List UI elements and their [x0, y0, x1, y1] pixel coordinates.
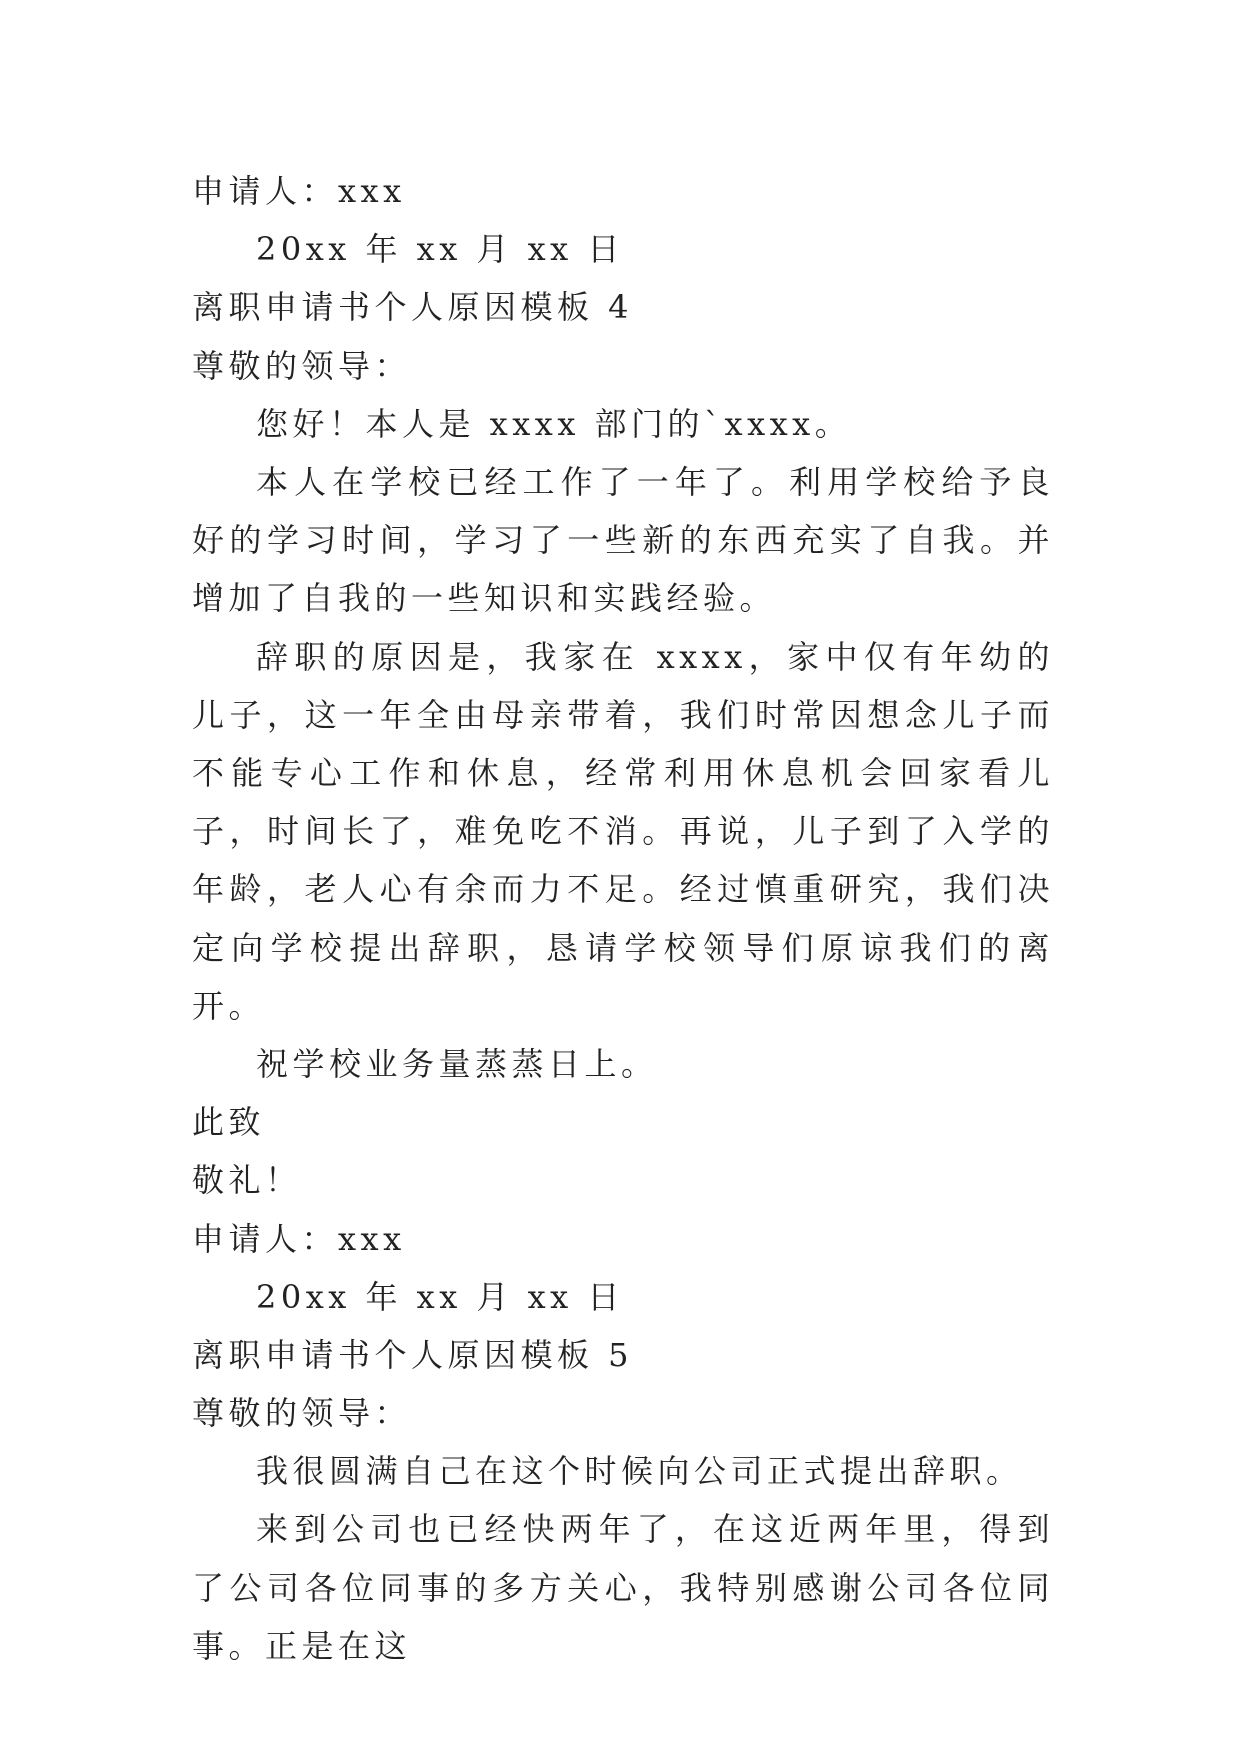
- wish-line: 祝学校业务量蒸蒸日上。: [256, 1044, 658, 1083]
- closing-line: 此致: [192, 1103, 266, 1142]
- body-paragraph: 来到公司也已经快两年了，在这近两年里，得到了公司各位同事的多方关心，我特别感谢公司各位同事。正是在这: [192, 1510, 1054, 1665]
- date-line: 20xx 年 xx 月 xx 日: [256, 1277, 624, 1316]
- body-paragraph: 辞职的原因是，我家在 xxxx，家中仅有年幼的儿子，这一年全由母亲带着，我们时常因想念儿子而不能专心工作和休息，经常利用休息机会回家看儿子，时间长了，难免吃不消。再说，儿子到了入学的年龄，老人心有余而力不足。经过慎重研究，我们决定向学校提出辞职，恳请学校领导们原谅我们的离开。: [192, 637, 1054, 1025]
- greeting-line: 您好！本人是 xxxx 部门的`xxxx。: [256, 404, 852, 443]
- closing-line: 敬礼！: [192, 1161, 302, 1200]
- section-title: 离职申请书个人原因模板 5: [192, 1335, 634, 1374]
- opening-line: 我很圆满自己在这个时候向公司正式提出辞职。: [256, 1452, 1023, 1491]
- salutation: 尊敬的领导：: [192, 346, 412, 385]
- applicant-line: 申请人：xxx: [192, 1219, 406, 1258]
- document-body: [192, 162, 1054, 1675]
- date-line: 20xx 年 xx 月 xx 日: [256, 230, 624, 269]
- section-title: 离职申请书个人原因模板 4: [192, 288, 634, 327]
- applicant-line: 申请人：xxx: [192, 172, 406, 210]
- salutation: 尊敬的领导：: [192, 1394, 412, 1433]
- body-paragraph: 本人在学校已经工作了一年了。利用学校给予良好的学习时间，学习了一些新的东西充实了自我。并增加了自我的一些知识和实践经验。: [192, 462, 1054, 618]
